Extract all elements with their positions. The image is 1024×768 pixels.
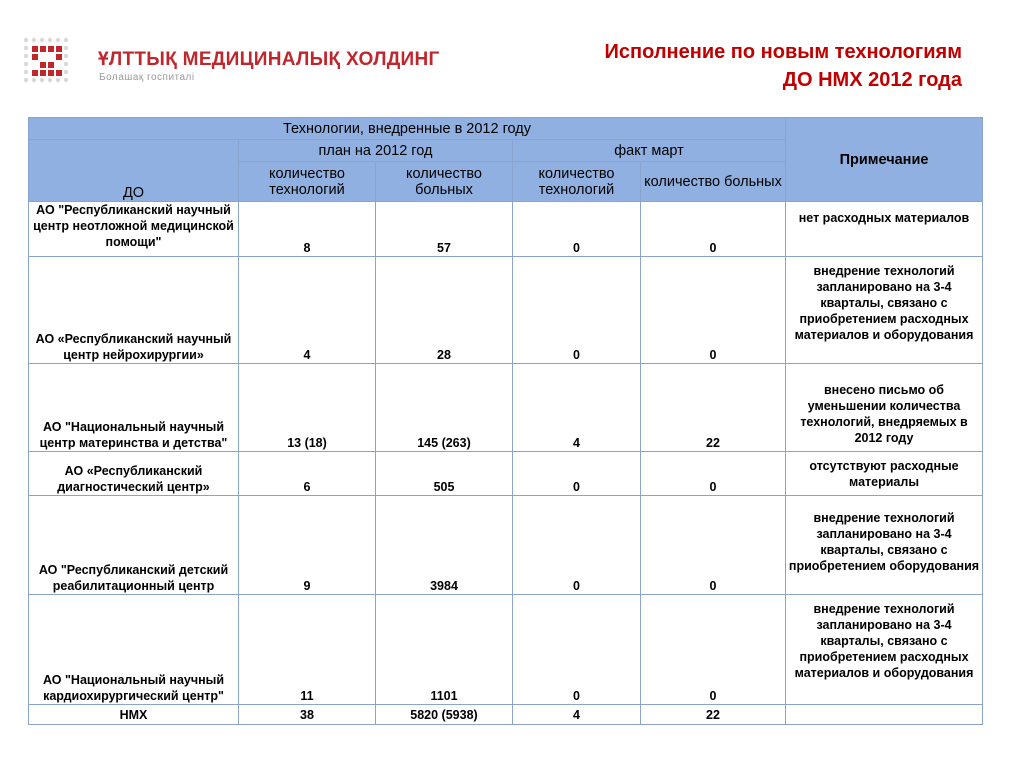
row-plan-patients: 145 (263): [376, 364, 513, 452]
row-fact-tech: 4: [513, 364, 641, 452]
row-org-name: АО "Республиканский детский реабилитационный центр: [29, 496, 239, 595]
header-plan-qty-tech: количество технологий: [239, 162, 376, 202]
row-note: внедрение технологий запланировано на 3-4 кварталы, связано с приобретением расходных материалов и оборудования: [786, 595, 983, 705]
row-plan-tech: 13 (18): [239, 364, 376, 452]
total-plan-tech: 38: [239, 705, 376, 725]
row-org-name: АО «Республиканский научный центр нейрохирургии»: [29, 257, 239, 364]
row-plan-patients: 1101: [376, 595, 513, 705]
header-fact-qty-patients: количество больных: [641, 162, 786, 202]
logo-name: ҰЛТТЫҚ МЕДИЦИНАЛЫҚ ХОЛДИНГ: [98, 49, 440, 70]
total-plan-patients: 5820 (5938): [376, 705, 513, 725]
row-plan-patients: 28: [376, 257, 513, 364]
row-fact-tech: 0: [513, 496, 641, 595]
row-fact-tech: 0: [513, 595, 641, 705]
row-plan-patients: 3984: [376, 496, 513, 595]
row-org-name: АО "Национальный научный центр материнства и детства": [29, 364, 239, 452]
table-row: [29, 452, 983, 496]
row-note: внесено письмо об уменьшении количества технологий, внедряемых в 2012 году: [786, 364, 983, 452]
page-title: [605, 38, 962, 94]
header-fact: факт март: [513, 140, 786, 162]
header-note: Примечание: [786, 118, 983, 202]
row-org-name: АО "Национальный научный кардиохирургический центр": [29, 595, 239, 705]
row-fact-patients: 22: [641, 364, 786, 452]
table-total-row: [29, 705, 983, 725]
total-fact-patients: 22: [641, 705, 786, 725]
row-org-name: АО "Республиканский научный центр неотложной медицинской помощи": [29, 202, 239, 257]
row-fact-patients: 0: [641, 257, 786, 364]
header-group: Технологии, внедренные в 2012 году: [29, 118, 786, 140]
title-line-2: ДО НМХ 2012 года: [782, 69, 962, 91]
table-row: [29, 257, 983, 364]
table-row: [29, 364, 983, 452]
row-plan-patients: 505: [376, 452, 513, 496]
row-fact-tech: 0: [513, 202, 641, 257]
logo-mark-icon: [20, 34, 76, 88]
total-note: [786, 705, 983, 725]
row-plan-tech: 4: [239, 257, 376, 364]
technologies-table: [28, 117, 983, 725]
table-row: [29, 595, 983, 705]
total-fact-tech: 4: [513, 705, 641, 725]
header-fact-qty-tech: количество технологий: [513, 162, 641, 202]
row-plan-tech: 9: [239, 496, 376, 595]
row-plan-tech: 11: [239, 595, 376, 705]
row-fact-patients: 0: [641, 496, 786, 595]
header-plan: план на 2012 год: [239, 140, 513, 162]
table-row: [29, 202, 983, 257]
row-fact-patients: 0: [641, 595, 786, 705]
row-fact-tech: 0: [513, 452, 641, 496]
row-note: внедрение технологий запланировано на 3-4 кварталы, связано с приобретением оборудования: [786, 496, 983, 595]
row-note: отсутствуют расходные материалы: [786, 452, 983, 496]
holding-logo: [20, 34, 440, 88]
row-plan-patients: 57: [376, 202, 513, 257]
row-plan-tech: 6: [239, 452, 376, 496]
total-name: НМХ: [29, 705, 239, 725]
table-row: [29, 496, 983, 595]
logo-subtitle: Болашақ госпиталі: [99, 72, 195, 83]
row-note: внедрение технологий запланировано на 3-4 кварталы, связано с приобретением расходных материалов и оборудования: [786, 257, 983, 364]
row-note: нет расходных материалов: [786, 202, 983, 257]
row-plan-tech: 8: [239, 202, 376, 257]
row-fact-tech: 0: [513, 257, 641, 364]
header-do: ДО: [29, 140, 239, 202]
header-row-1: [29, 118, 983, 140]
header-plan-qty-patients: количество больных: [376, 162, 513, 202]
row-org-name: АО «Республиканский диагностический центр»: [29, 452, 239, 496]
title-line-1: Исполнение по новым технологиям: [604, 41, 962, 63]
row-fact-patients: 0: [641, 452, 786, 496]
row-fact-patients: 0: [641, 202, 786, 257]
